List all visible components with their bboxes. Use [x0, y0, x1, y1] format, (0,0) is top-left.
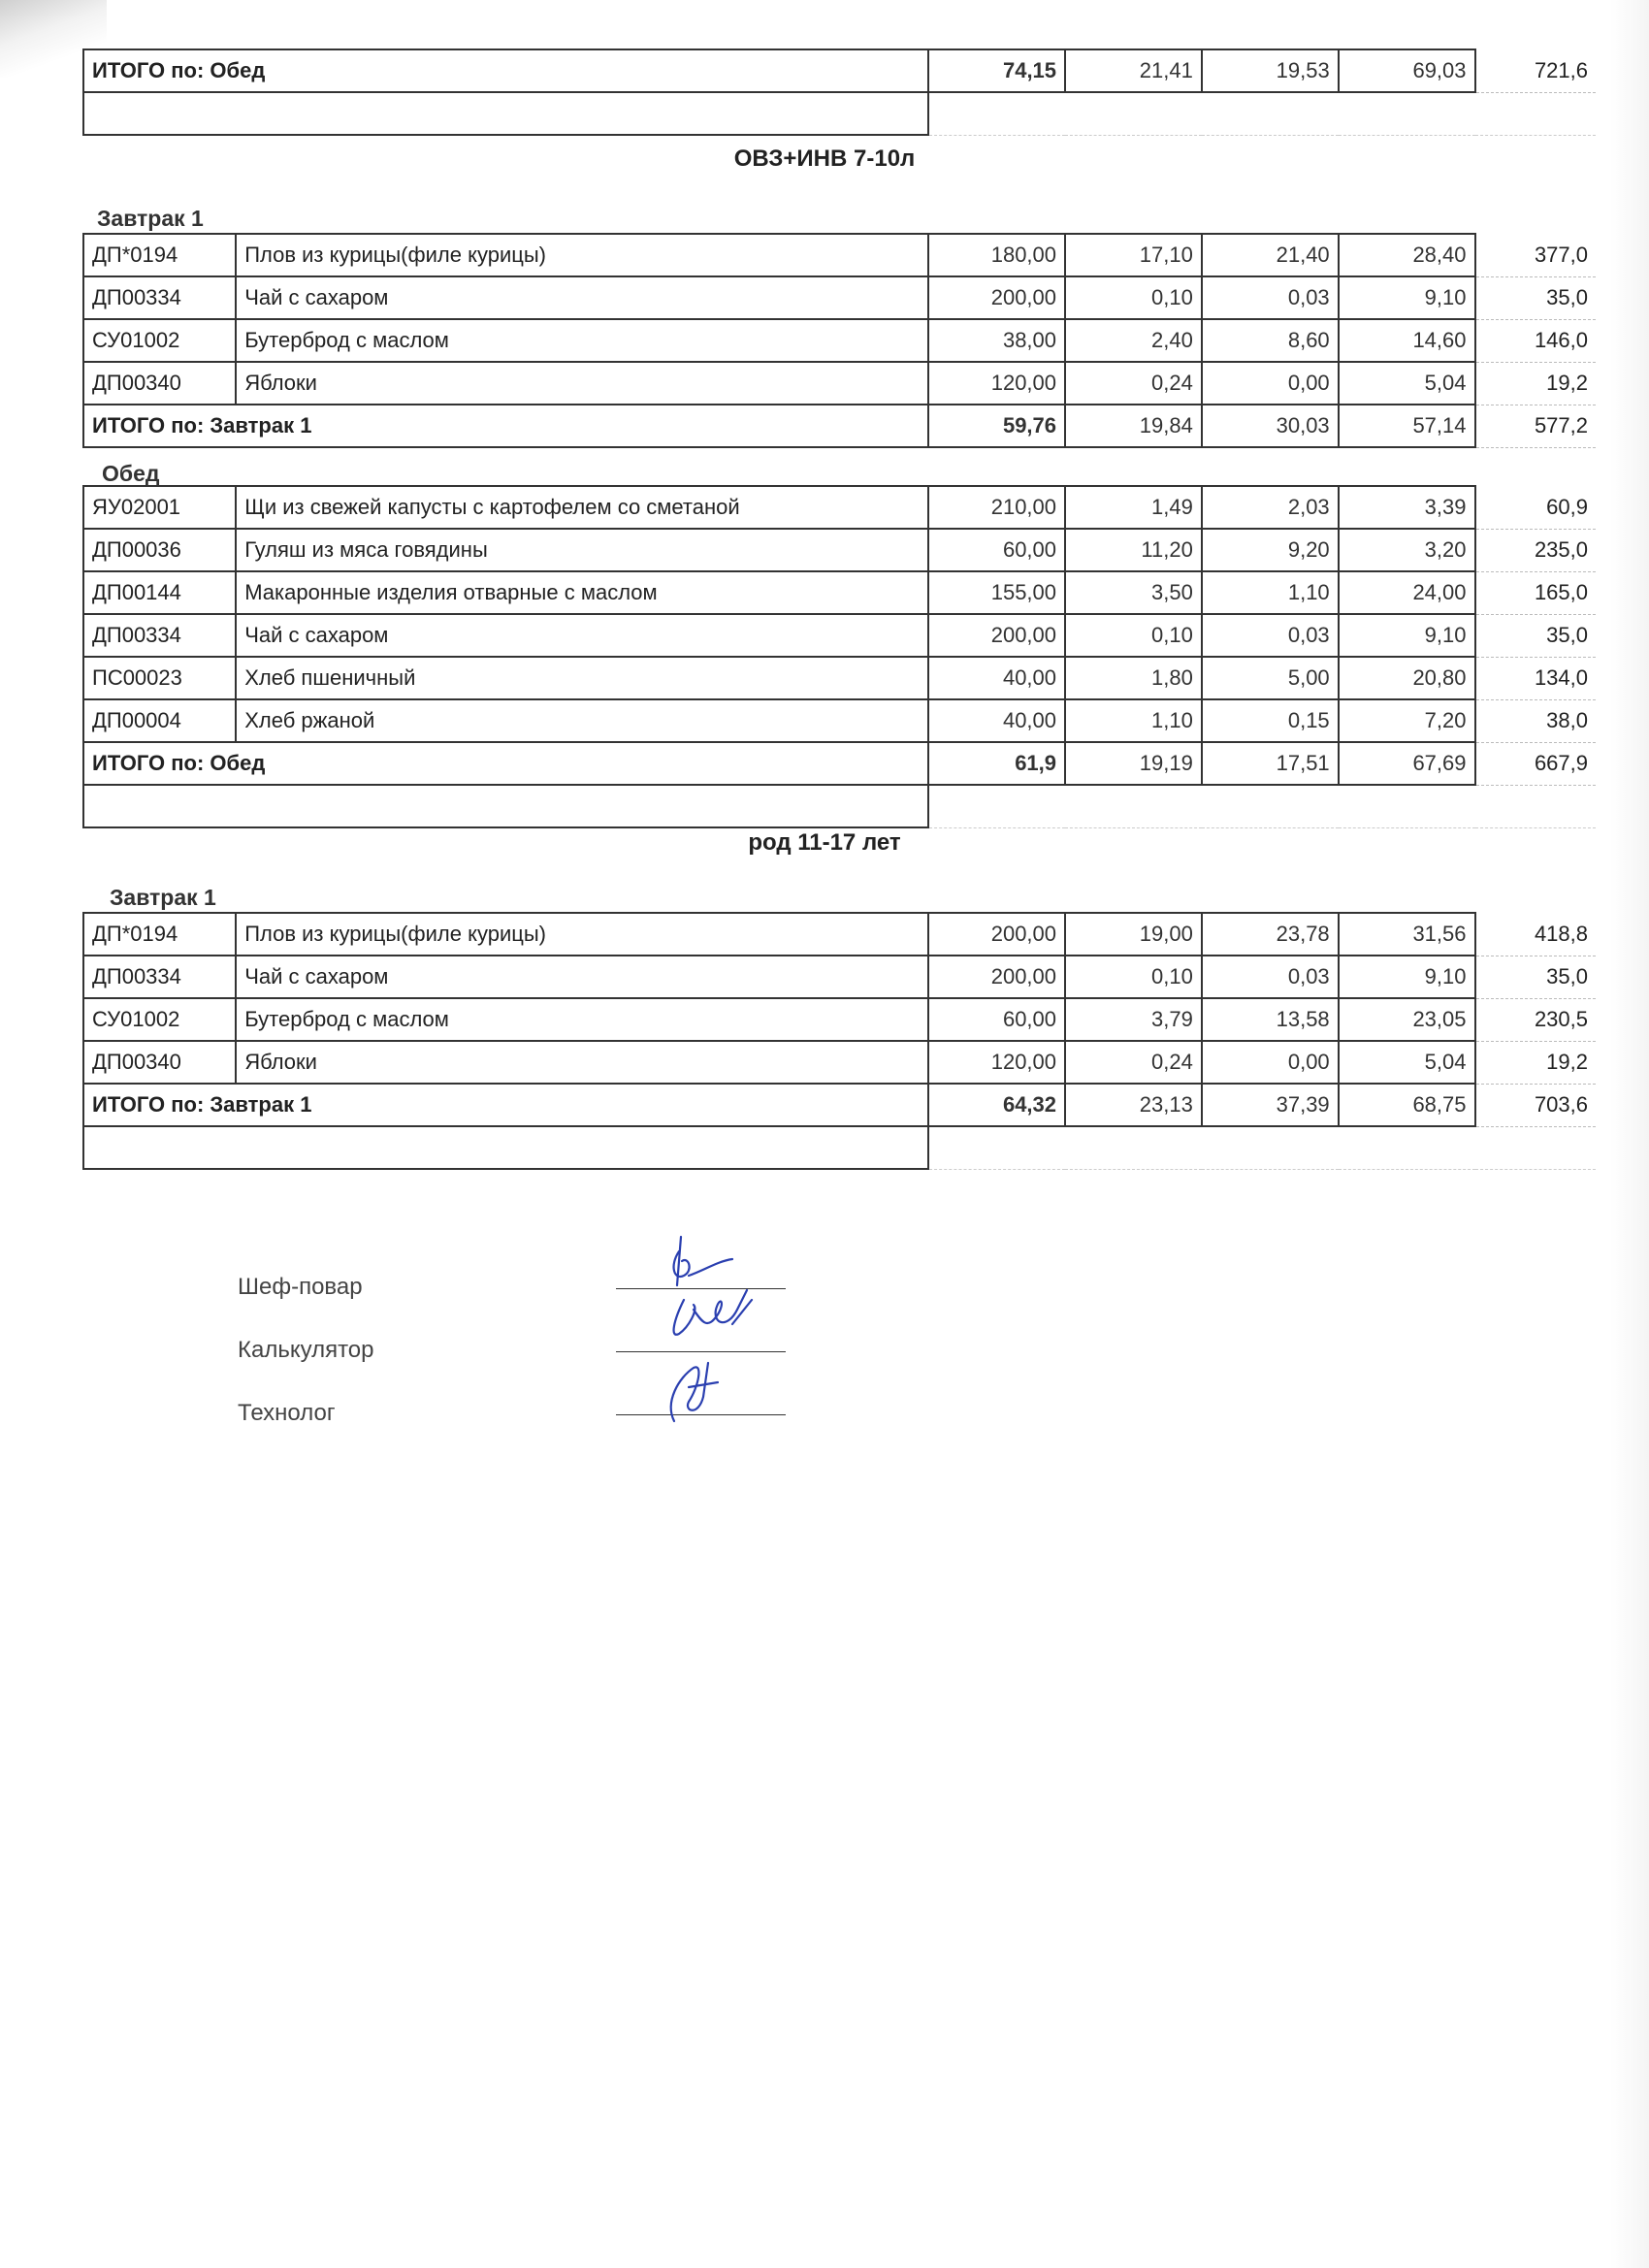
value-fat: 23,78	[1202, 913, 1339, 956]
value-kcal: 60,9	[1475, 486, 1597, 529]
value-fat: 0,03	[1202, 276, 1339, 319]
dish-name: Яблоки	[236, 1041, 928, 1084]
value-carbs: 14,60	[1339, 319, 1475, 362]
value-mass: 210,00	[928, 486, 1065, 529]
dish-name: Макаронные изделия отварные с маслом	[236, 571, 928, 614]
value-fat: 13,58	[1202, 998, 1339, 1041]
value-protein: 3,50	[1065, 571, 1202, 614]
nutrition-table	[82, 912, 1596, 1170]
nutrition-table	[82, 485, 1596, 828]
empty-cell	[928, 92, 1596, 135]
empty-cell	[928, 1126, 1596, 1169]
total-protein: 19,19	[1065, 742, 1202, 785]
total-mass: 64,32	[928, 1084, 1065, 1126]
total-carbs: 69,03	[1339, 49, 1475, 92]
value-mass: 200,00	[928, 956, 1065, 998]
total-label: ИТОГО по: Завтрак 1	[83, 405, 928, 447]
value-mass: 200,00	[928, 913, 1065, 956]
value-protein: 0,24	[1065, 362, 1202, 405]
group-title-rod: род 11-17 лет	[748, 829, 901, 856]
value-fat: 1,10	[1202, 571, 1339, 614]
value-mass: 38,00	[928, 319, 1065, 362]
value-kcal: 35,0	[1475, 614, 1597, 657]
table-row	[83, 699, 1596, 742]
total-protein: 19,84	[1065, 405, 1202, 447]
signature-label-chef: Шеф-повар	[238, 1274, 363, 1300]
table-row	[83, 362, 1596, 405]
empty-cell	[928, 785, 1596, 827]
value-mass: 60,00	[928, 529, 1065, 571]
group-title-ovz: ОВЗ+ИНВ 7-10л	[733, 146, 916, 172]
value-protein: 17,10	[1065, 234, 1202, 276]
dish-name: Чай с сахаром	[236, 276, 928, 319]
dish-code: ДП00334	[83, 276, 236, 319]
total-carbs: 67,69	[1339, 742, 1475, 785]
value-fat: 0,03	[1202, 614, 1339, 657]
value-fat: 9,20	[1202, 529, 1339, 571]
total-kcal: 721,6	[1475, 49, 1596, 92]
value-carbs: 24,00	[1339, 571, 1475, 614]
value-protein: 19,00	[1065, 913, 1202, 956]
total-label: ИТОГО по: Обед	[83, 49, 928, 92]
dish-code: ДП*0194	[83, 234, 236, 276]
table-row	[83, 913, 1596, 956]
section-ovz-lunch	[82, 485, 1596, 828]
dish-name: Чай с сахаром	[236, 614, 928, 657]
table-row	[83, 571, 1596, 614]
total-carbs: 68,75	[1339, 1084, 1475, 1126]
value-protein: 0,24	[1065, 1041, 1202, 1084]
value-protein: 11,20	[1065, 529, 1202, 571]
value-kcal: 165,0	[1475, 571, 1597, 614]
empty-row	[83, 785, 1596, 827]
table-row	[83, 956, 1596, 998]
dish-code: ДП*0194	[83, 913, 236, 956]
scan-edge	[1610, 0, 1649, 2268]
value-kcal: 35,0	[1475, 956, 1597, 998]
table-row	[83, 529, 1596, 571]
total-label: ИТОГО по: Завтрак 1	[83, 1084, 928, 1126]
value-fat: 0,00	[1202, 1041, 1339, 1084]
nutrition-table	[82, 49, 1596, 136]
value-kcal: 235,0	[1475, 529, 1597, 571]
table-row	[83, 1041, 1596, 1084]
value-protein: 0,10	[1065, 614, 1202, 657]
total-fat: 17,51	[1202, 742, 1339, 785]
dish-code: ДП00340	[83, 362, 236, 405]
empty-row	[83, 92, 1596, 135]
value-carbs: 5,04	[1339, 362, 1475, 405]
value-carbs: 3,20	[1339, 529, 1475, 571]
dish-code: ЯУ02001	[83, 486, 236, 529]
handwritten-signature-icon	[650, 1232, 786, 1426]
value-carbs: 31,56	[1339, 913, 1475, 956]
total-fat: 19,53	[1202, 49, 1339, 92]
value-protein: 1,49	[1065, 486, 1202, 529]
table-row	[83, 276, 1596, 319]
dish-name: Хлеб пшеничный	[236, 657, 928, 699]
value-mass: 200,00	[928, 276, 1065, 319]
total-mass: 74,15	[928, 49, 1065, 92]
nutrition-table	[82, 233, 1596, 448]
value-kcal: 19,2	[1475, 362, 1597, 405]
value-carbs: 3,39	[1339, 486, 1475, 529]
value-mass: 155,00	[928, 571, 1065, 614]
value-kcal: 19,2	[1475, 1041, 1597, 1084]
total-carbs: 57,14	[1339, 405, 1475, 447]
value-mass: 120,00	[928, 362, 1065, 405]
value-fat: 5,00	[1202, 657, 1339, 699]
value-carbs: 7,20	[1339, 699, 1475, 742]
dish-name: Плов из курицы(филе курицы)	[236, 913, 928, 956]
section-prev-lunch-total	[82, 49, 1596, 136]
value-protein: 0,10	[1065, 956, 1202, 998]
dish-code: СУ01002	[83, 319, 236, 362]
meal-label-lunch: Обед	[102, 461, 160, 486]
value-carbs: 23,05	[1339, 998, 1475, 1041]
total-kcal: 703,6	[1475, 1084, 1597, 1126]
total-row	[83, 1084, 1596, 1126]
value-fat: 0,15	[1202, 699, 1339, 742]
dish-code: ПС00023	[83, 657, 236, 699]
signature-label-calculator: Калькулятор	[238, 1337, 374, 1363]
total-row	[83, 49, 1596, 92]
value-fat: 21,40	[1202, 234, 1339, 276]
dish-name: Бутерброд с маслом	[236, 319, 928, 362]
section-ovz-breakfast	[82, 233, 1596, 448]
empty-cell	[83, 785, 928, 827]
total-mass: 61,9	[928, 742, 1065, 785]
total-fat: 37,39	[1202, 1084, 1339, 1126]
meal-label-breakfast: Завтрак 1	[97, 206, 204, 231]
value-kcal: 230,5	[1475, 998, 1597, 1041]
meal-label-breakfast: Завтрак 1	[110, 885, 216, 910]
table-row	[83, 998, 1596, 1041]
total-row	[83, 742, 1596, 785]
value-mass: 120,00	[928, 1041, 1065, 1084]
table-row	[83, 614, 1596, 657]
dish-name: Гуляш из мяса говядины	[236, 529, 928, 571]
dish-name: Хлеб ржаной	[236, 699, 928, 742]
total-protein: 23,13	[1065, 1084, 1202, 1126]
signature-label-technologist: Технолог	[238, 1400, 336, 1426]
value-fat: 8,60	[1202, 319, 1339, 362]
empty-cell	[83, 1126, 928, 1169]
dish-code: ДП00340	[83, 1041, 236, 1084]
value-fat: 0,03	[1202, 956, 1339, 998]
dish-name: Плов из курицы(филе курицы)	[236, 234, 928, 276]
value-kcal: 134,0	[1475, 657, 1597, 699]
value-mass: 60,00	[928, 998, 1065, 1041]
dish-code: ДП00004	[83, 699, 236, 742]
total-protein: 21,41	[1065, 49, 1202, 92]
total-kcal: 577,2	[1475, 405, 1597, 447]
value-mass: 200,00	[928, 614, 1065, 657]
value-carbs: 28,40	[1339, 234, 1475, 276]
value-kcal: 35,0	[1475, 276, 1597, 319]
value-mass: 40,00	[928, 657, 1065, 699]
table-row	[83, 486, 1596, 529]
value-carbs: 20,80	[1339, 657, 1475, 699]
value-kcal: 377,0	[1475, 234, 1597, 276]
value-carbs: 5,04	[1339, 1041, 1475, 1084]
value-protein: 3,79	[1065, 998, 1202, 1041]
total-mass: 59,76	[928, 405, 1065, 447]
section-rod-breakfast	[82, 912, 1596, 1170]
empty-row	[83, 1126, 1596, 1169]
empty-cell	[83, 92, 928, 135]
dish-name: Чай с сахаром	[236, 956, 928, 998]
dish-code: ДП00036	[83, 529, 236, 571]
dish-code: СУ01002	[83, 998, 236, 1041]
total-fat: 30,03	[1202, 405, 1339, 447]
dish-code: ДП00334	[83, 614, 236, 657]
table-row	[83, 319, 1596, 362]
value-kcal: 146,0	[1475, 319, 1597, 362]
value-carbs: 9,10	[1339, 276, 1475, 319]
value-carbs: 9,10	[1339, 956, 1475, 998]
value-mass: 40,00	[928, 699, 1065, 742]
value-protein: 1,80	[1065, 657, 1202, 699]
dish-name: Яблоки	[236, 362, 928, 405]
value-kcal: 38,0	[1475, 699, 1597, 742]
value-fat: 0,00	[1202, 362, 1339, 405]
dish-name: Бутерброд с маслом	[236, 998, 928, 1041]
value-protein: 1,10	[1065, 699, 1202, 742]
table-row	[83, 657, 1596, 699]
value-fat: 2,03	[1202, 486, 1339, 529]
dish-code: ДП00334	[83, 956, 236, 998]
dish-name: Щи из свежей капусты с картофелем со сметаной	[236, 486, 928, 529]
total-label: ИТОГО по: Обед	[83, 742, 928, 785]
total-kcal: 667,9	[1475, 742, 1597, 785]
table-row	[83, 234, 1596, 276]
total-row	[83, 405, 1596, 447]
value-protein: 0,10	[1065, 276, 1202, 319]
value-kcal: 418,8	[1475, 913, 1597, 956]
value-carbs: 9,10	[1339, 614, 1475, 657]
value-protein: 2,40	[1065, 319, 1202, 362]
dish-code: ДП00144	[83, 571, 236, 614]
value-mass: 180,00	[928, 234, 1065, 276]
